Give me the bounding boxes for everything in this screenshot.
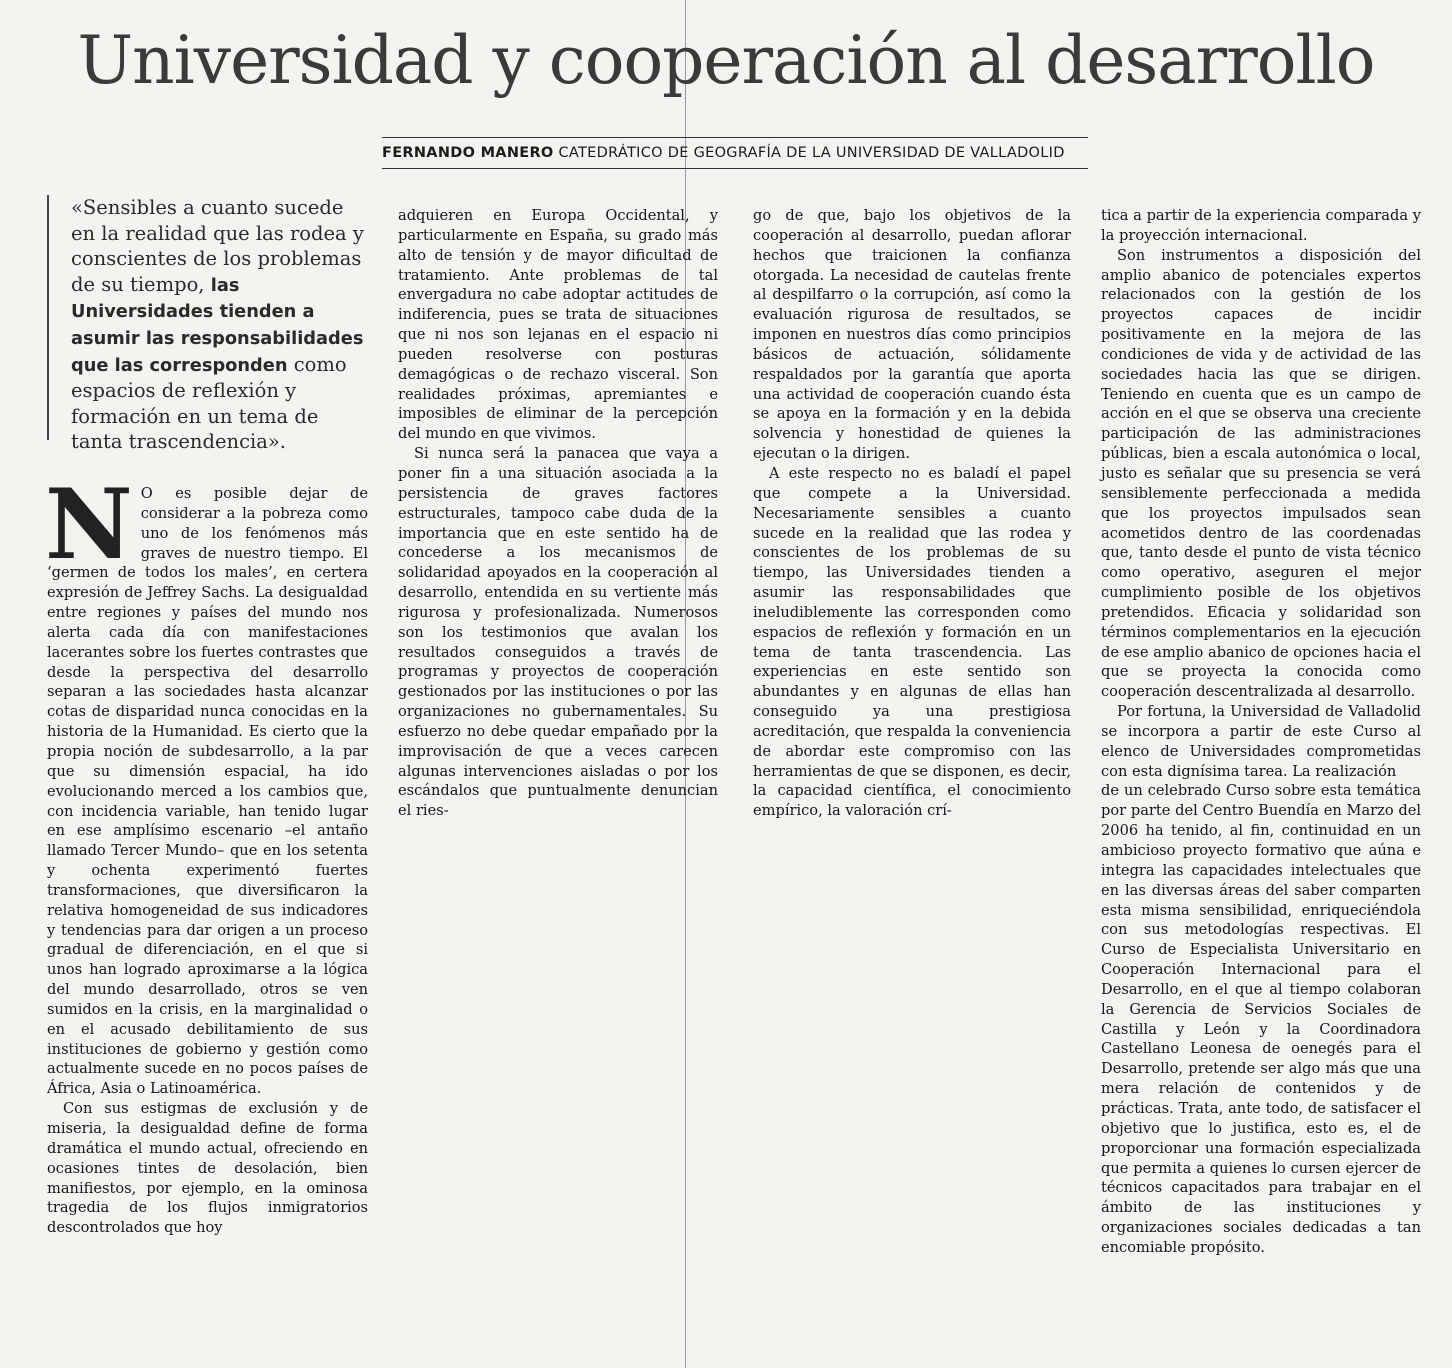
pull-quote-highlight: las Universidades tienden a asumir las responsabilidades que las corresponden [71, 274, 364, 376]
paragraph-10: de un celebrado Curso sobre esta temática por parte del Centro Buendía en Marzo del 2006 ha tenido, al fin, continuidad en un ambicioso proyecto formativo que aúna e integra las capacidades intelectuales que en las diversas áreas del saber comparten esta misma sensibilidad, enriqueciéndola con sus metodologías respectivas. El Curso de Especialista Universitario en Cooperación Internacional para el Desarrollo, en el que al tiempo colaboran la Gerencia de Servicios Sociales de Castilla y León y la Coordinadora Castellano Leonesa de oenegés para el Desarrollo, pretende ser algo más que una mera relación de contenidos y de prácticas. Trata, ante todo, de satisfacer el objetivo que lo justifica, esto es, el de proporcionar una formación especializada que permita a quienes lo cursen ejercer de técnicos capacitados para trabajar en el ámbito de las instituciones y organizaciones sociales dedicadas a tan encomiable propósito. [1101, 782, 1421, 1256]
column-2 [398, 206, 718, 821]
paragraph-2: Con sus estigmas de exclusión y de miseria, la desigualdad define de forma dramática el mundo actual, ofreciendo en ocasiones tintes de desolación, bien manifiestos, por ejemplo, en la ominosa tragedia de los flujos inmigratorios descontrolados que hoy [47, 1100, 368, 1237]
author-role: CATEDRÁTICO DE GEOGRAFÍA DE LA UNIVERSIDAD DE VALLADOLID [558, 145, 1065, 161]
article-title: Universidad y cooperación al desarrollo [77, 22, 1375, 99]
column-4 [1101, 206, 1421, 1258]
paragraph-6: A este respecto no es baladí el papel que compete a la Universidad. Necesariamente sensibles a cuanto sucede en la realidad que las rodea y conscientes de los problemas de su tiempo, las Universidades tienden a asumir las responsabilidades que ineludiblemente las corresponden como espacios de reflexión y formación en un tema de tanta trascendencia. Las experiencias en este sentido son abundantes y en algunas de ellas han conseguido ya una prestigiosa acreditación, que respalda la conveniencia de abordar este compromiso con las herramientas de que se disponen, es decir, la capacidad científica, el conocimiento empírico, la valoración crí- [753, 464, 1071, 820]
paragraph-5: go de que, bajo los objetivos de la cooperación al desarrollo, puedan aflorar hechos que traicionen la confianza otorgada. La necesidad de cautelas frente al despilfarro o la corrupción, así como la evaluación rigurosa de resultados, se imponen en nuestros días como principios básicos de actuación, sólidamente respaldados por la garantía que aporta una actividad de cooperación cuando ésta se apoya en la formación y en la debida solvencia y honestidad de quienes la ejecutan o la dirigen. [753, 207, 1071, 463]
drop-cap: N [45, 468, 133, 581]
paragraph-1 [45, 468, 368, 1099]
paragraph-7: tica a partir de la experiencia comparada y la proyección internacional. [1101, 207, 1421, 244]
paragraph-3: adquieren en Europa Occidental, y particularmente en España, su grado más alto de tensión y de mayor dificultad de tratamiento. Ante problemas de tal envergadura no cabe adoptar actitudes de indiferencia, pues se trata de situaciones que ni nos son lejanas en el espacio ni pueden resolverse con posturas demagógicas o de rechazo visceral. Son realidades próximas, apremiantes e imposibles de eliminar de la percepción del mundo en que vivimos. [398, 207, 718, 443]
byline [382, 137, 1088, 169]
author-name: FERNANDO MANERO [382, 145, 554, 161]
column-3 [753, 206, 1071, 821]
paragraph-4: Si nunca será la panacea que vaya a poner fin a una situación asociada a la persistencia de graves factores estructurales, tampoco cabe duda de la importancia que en este sentido ha de concederse a los mecanismos de solidaridad apoyados en la cooperación al desarrollo, entendida en su vertiente más rigurosa y profesionalizada. Numerosos son los testimonios que avalan los resultados conseguidos a través de programas y proyectos de cooperación gestionados por las instituciones o por las organizaciones no gubernamentales. Su esfuerzo no debe quedar empañado por la improvisación de que a veces carecen algunas intervenciones aisladas o por los escándalos que puntualmente denuncian el ries- [398, 445, 718, 820]
paragraph-8: Son instrumentos a disposición del amplio abanico de potenciales expertos relacionados con la gestión de los proyectos capaces de incidir positivamente en la mejora de las condiciones de vida y de actividad de las sociedades hacia las que se dirigen. Teniendo en cuenta que es un campo de acción en el que se observa una creciente participación de las administraciones públicas, bien a escala autonómica o local, justo es señalar que su presencia se verá sensiblemente perfeccionada a medida que los proyectos impulsados sean acometidos dentro de las coordenadas que, tanto desde el punto de vista técnico como operativo, aseguren el mejor cumplimiento posible de los objetivos pretendidos. Eficacia y solidaridad son términos complementarios en la ejecución de ese amplio abanico de opciones hacia el que se proyecta la conocida como cooperación descentralizada al desarrollo. [1101, 246, 1421, 701]
paragraph-9: Por fortuna, la Universidad de Valladolid se incorpora a partir de este Curso al elenco de Universidades comprometidas con esta dignísima tarea. La realización [1101, 703, 1421, 780]
pull-quote-text-2: como espacios de reflexión y formación en un tema de tanta trascendencia». [71, 352, 347, 454]
pull-quote-text-1: «Sensibles a cuanto sucede en la realidad que las rodea y conscientes de los problemas de su tiempo, [71, 196, 364, 296]
pull-quote [47, 195, 369, 454]
column-1 [45, 468, 368, 1238]
paragraph-1-text: O es posible dejar de considerar a la pobreza como uno de los fenómenos más graves de nuestro tiempo. El ‘germen de todos los males’, en certera expresión de Jeffrey Sachs. La desigualdad entre regiones y países del mundo nos alerta cada día con manifestaciones lacerantes sobre los fuertes contrastes que desde la perspectiva del desarrollo separan a las sociedades hasta alcanzar cotas de disparidad nunca conocidas en la historia de la Humanidad. Es cierto que la propia noción de subdesarrollo, a la par que su dimensión espacial, ha ido evolucionando merced a los cambios que, con incidencia variable, han tenido lugar en ese amplísimo escenario –el antaño llamado Tercer Mundo– que en los setenta y ochenta experimentó fuertes transformaciones, que diversificaron la relativa homogeneidad de sus indicadores y tendencias para dar origen a un proceso gradual de diferenciación, en el que si unos han logrado aproximarse a la lógica del mundo desarrollado, otros se ven sumidos en la crisis, en la marginalidad o en el acusado debilitamiento de sus instituciones de gobierno y gestión como actualmente sucede en no pocos países de África, Asia o Latinoamérica. [47, 485, 368, 1098]
